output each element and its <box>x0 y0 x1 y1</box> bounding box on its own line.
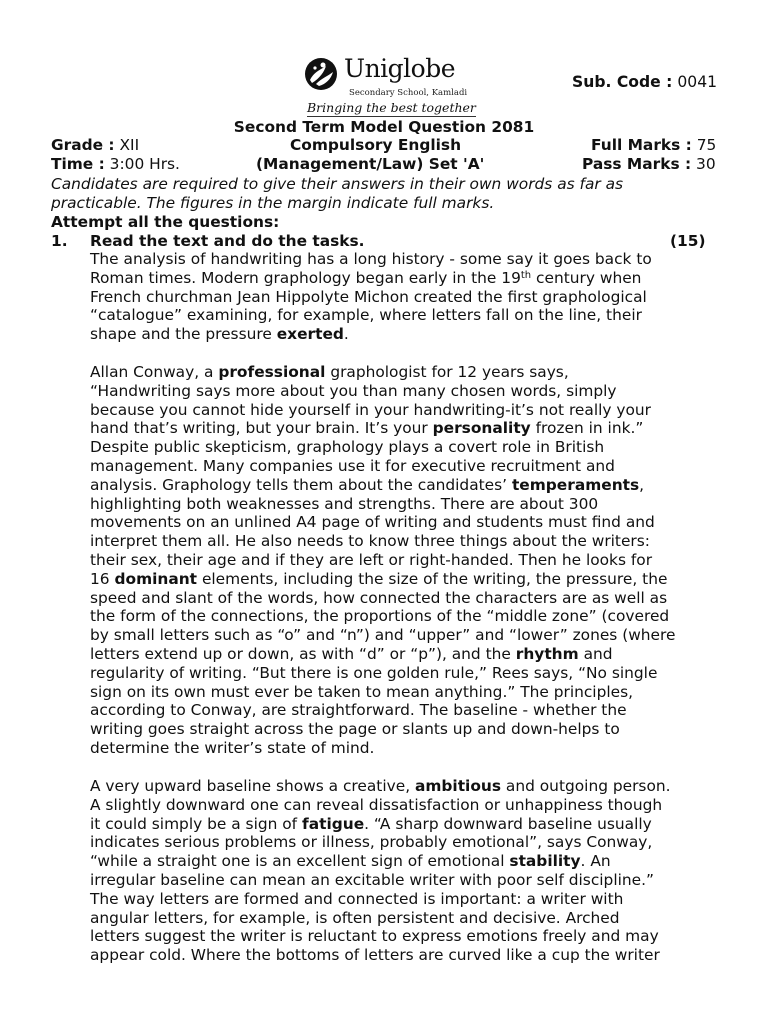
passage-text: . <box>343 325 349 344</box>
passage-text: graphologist for 12 years says, “Handwriting says more about you than many chosen words, simply because you cannot hide yourself in your handwriting-it’s not really your hand that’s writing, but your brain. It’s your <box>90 363 651 438</box>
key-word: temperaments <box>511 475 640 494</box>
school-subtitle: Secondary School, Kamladi <box>349 88 468 98</box>
key-word: rhythm <box>515 644 579 663</box>
school-name: Uniglobe <box>344 54 456 83</box>
subject-code <box>572 73 717 92</box>
passage-text: century when French churchman Jean Hippolyte Michon created the first graphological “catalogue” examining, for example, where letters fall on the line, their shape and the pressure <box>90 268 647 344</box>
passage-text: Allan Conway, a <box>90 363 219 381</box>
subject-name: Compulsory English <box>290 136 462 154</box>
key-word: exerted <box>276 325 344 344</box>
grade-value: XII <box>119 136 140 154</box>
pass-marks-value: 30 <box>696 155 716 173</box>
key-word: ambitious <box>414 777 502 795</box>
time-label: Time : <box>51 155 105 173</box>
pass-marks-label: Pass Marks : <box>582 155 692 173</box>
full-marks-label: Full Marks : <box>591 136 692 154</box>
passage-text: , highlighting both weaknesses and strengths. There are about 300 movements on an unlined A4 page of writing and students must find and interpret them all. He also needs to know three things about the writers: their sex, their age and if they are left or right-handed. Then he looks for 16 <box>90 475 655 588</box>
key-word: professional <box>218 363 326 381</box>
passage-text: The analysis of handwriting has a long history - some say it goes back to Roman times. Modern graphology began early in the 19 <box>90 250 652 287</box>
key-word: fatigue <box>302 814 365 833</box>
instructions: Candidates are required to give their answers in their own words as far as practicable. The figures in the margin indicate full marks. <box>51 175 624 212</box>
full-marks-value: 75 <box>696 136 717 154</box>
passage-text: and outgoing person. A slightly downward one can reveal dissatisfaction or unhappiness though it could simply be a sign of <box>90 777 671 833</box>
passage-text: elements, including the size of the writing, the pressure, the speed and slant of the words, how connected the characters are as well as the form of the connections, the proportions of the “middle zone” (covered by small letters such as “o” and “n”) and “upper” and “lower” zones (where letters extend up or down, as with “d” or “p”), and the <box>90 569 676 663</box>
full-marks <box>591 136 716 155</box>
subject-code-label: Sub. Code : <box>572 73 673 91</box>
passage-text: A very upward baseline shows a creative, <box>90 777 415 795</box>
passage-paragraph-1 <box>90 250 730 344</box>
attempt-all-heading: Attempt all the questions: <box>51 213 280 231</box>
passage-text: . An irregular baseline can mean an excitable writer with poor self discipline.” The way letters are formed and connected is important: a writer with angular letters, for example, is often persistent and decisive. Arched letters suggest the writer is reluctant to express emotions freely and may appear cold. Where the bottoms of letters are curved like a cup the writer <box>90 852 660 965</box>
passage-paragraph-3 <box>90 777 730 965</box>
passage-text: . “A sharp downward baseline usually indicates serious problems or illness, probably emotional”, says Conway, “while a straight one is an excellent sign of emotional <box>90 814 653 871</box>
grade <box>51 136 139 155</box>
question-number: 1. <box>51 232 68 250</box>
school-logo <box>300 54 476 120</box>
question-title: Read the text and do the tasks. <box>90 232 365 250</box>
key-word: stability <box>509 852 581 871</box>
subject-code-value: 0041 <box>677 73 718 91</box>
globe-hands-icon <box>302 56 340 92</box>
time-value: 3:00 Hrs. <box>109 155 180 173</box>
pass-marks <box>582 155 716 174</box>
question-marks: (15) <box>670 232 706 250</box>
set-label: (Management/Law) Set 'A' <box>256 155 485 173</box>
passage-text: frozen in ink.” Despite public skepticism, graphology plays a covert role in British management. Many companies use it for executive recruitment and analysis. Graphology tells them about the candidates’ <box>90 419 644 494</box>
grade-label: Grade : <box>51 136 115 154</box>
school-tagline: Bringing the best together <box>307 100 476 115</box>
superscript: th <box>520 269 532 281</box>
key-word: personality <box>432 419 531 438</box>
passage-text: and regularity of writing. “But there is one golden rule,” Rees says, “No single sign on its own must ever be taken to mean anything.” The principles, according to Conway, are straightforward. The baseline - whether the writing goes straight across the page or slants up and down-helps to determine the writer’s state of mind. <box>90 644 658 757</box>
exam-title: Second Term Model Question 2081 <box>233 118 535 136</box>
passage-paragraph-2 <box>90 363 730 758</box>
key-word: dominant <box>114 569 198 588</box>
time <box>51 155 180 174</box>
